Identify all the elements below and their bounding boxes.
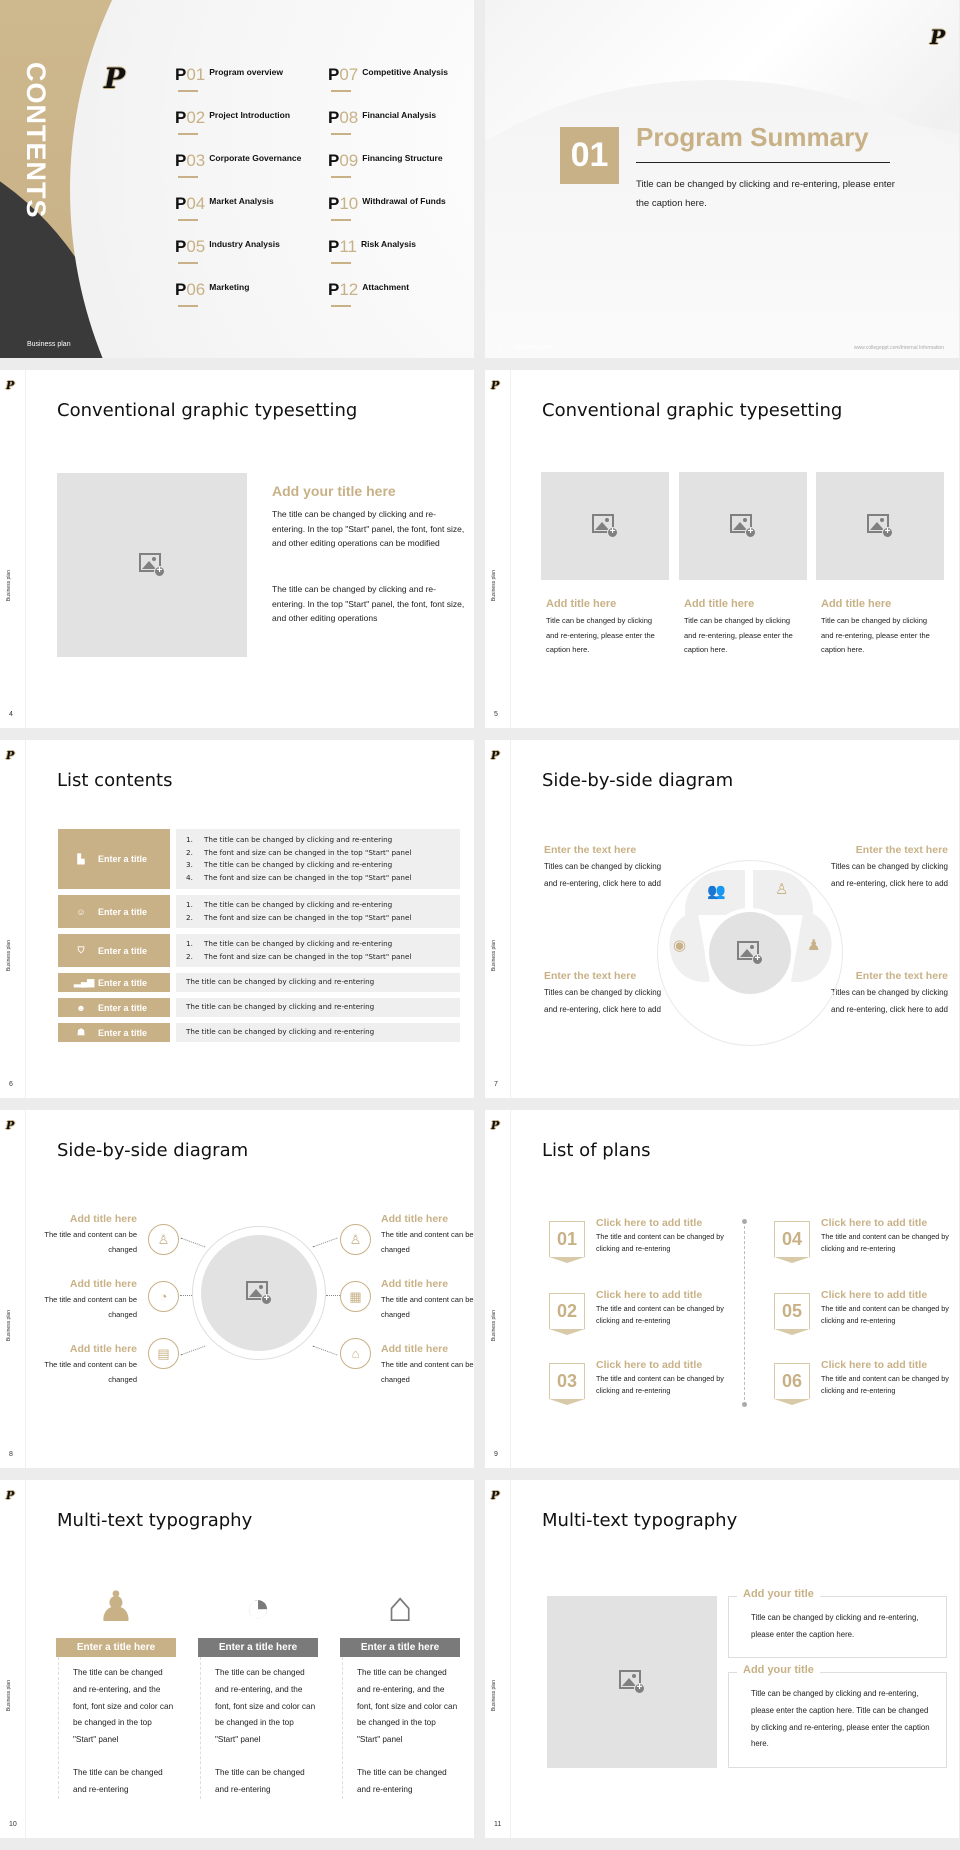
toc-underline <box>178 262 198 264</box>
add-image-icon: + <box>246 1281 272 1305</box>
plan-heading: Click here to add title <box>821 1359 928 1371</box>
text-column <box>340 1568 460 1799</box>
item-block[interactable] <box>42 1213 137 1257</box>
purdue-p-logo: P <box>6 749 15 762</box>
footer-label: Business plan <box>491 1680 497 1712</box>
text-column <box>56 1568 176 1799</box>
qr-scan-icon: ▦ <box>340 1281 371 1312</box>
box-heading: Add your title <box>737 1588 820 1600</box>
item-heading: Add title here <box>381 1343 449 1355</box>
text-block[interactable] <box>544 844 662 892</box>
toc-underline <box>331 219 351 221</box>
row-title: Enter a title <box>98 1002 148 1013</box>
block-heading: Enter the text here <box>855 844 948 856</box>
slide-multi-text-2[interactable] <box>485 1480 959 1838</box>
hand-person-icon: ☗ <box>76 1027 86 1037</box>
plan-item[interactable] <box>549 1289 726 1329</box>
column-paragraph[interactable]: The title can be changed and re-entering, and the font, font size and color can be changed in the top "Start" panel <box>73 1668 174 1745</box>
businesswoman-icon: ♙ <box>775 881 789 898</box>
page-number: 3 <box>497 345 501 351</box>
list-item: The font and size can be changed in the top "Start" panel <box>204 847 412 857</box>
team-icon: ☻ <box>76 1002 86 1013</box>
footer-label: Business plan <box>6 1680 12 1712</box>
list-row[interactable] <box>58 998 460 1017</box>
footer-label: Business plan <box>6 940 12 972</box>
toc-number: 01 <box>186 65 206 84</box>
toc-item-05[interactable] <box>175 238 280 256</box>
slide-title[interactable]: Conventional graphic typesetting <box>542 400 843 421</box>
slide-title[interactable]: Side-by-side diagram <box>542 770 734 791</box>
list-item: The font and size can be changed in the top "Start" panel <box>204 912 412 922</box>
list-row[interactable] <box>58 1023 460 1042</box>
bar-chart-icon: ▂▄▆ <box>74 977 95 987</box>
toc-item-10[interactable] <box>328 195 446 213</box>
list-item: The font and size can be changed in the top "Start" panel <box>204 951 412 961</box>
image-placeholder[interactable] <box>57 473 247 657</box>
toc-label: Competitive Analysis <box>362 67 448 77</box>
column-title-bar[interactable]: Enter a title here <box>340 1638 460 1657</box>
slide-contents[interactable] <box>0 0 474 358</box>
side-rail <box>0 370 26 728</box>
item-heading: Add title here <box>69 1213 137 1225</box>
slide-multi-text-1[interactable] <box>0 1480 474 1838</box>
section-number: 01 <box>560 127 619 184</box>
row-title: Enter a title <box>98 906 148 917</box>
white-swoosh <box>70 0 474 358</box>
plan-heading: Click here to add title <box>821 1217 928 1229</box>
toc-number: 02 <box>186 108 206 127</box>
row-text: The title can be changed by clicking and re-entering <box>186 1002 375 1012</box>
plan-number: 03 <box>549 1363 585 1399</box>
reader-icon: ♟ <box>807 937 821 954</box>
plan-number: 06 <box>774 1363 810 1399</box>
toc-underline <box>331 176 351 178</box>
pie-chart-icon: ◔ <box>245 1583 271 1630</box>
block-text: Titles can be changed by clicking and re-entering, click here to add <box>544 988 662 1014</box>
item-text: The title and content can be changed <box>44 1360 137 1384</box>
toc-p: P <box>175 151 187 170</box>
list-row[interactable] <box>58 973 460 992</box>
image-placeholder[interactable] <box>541 472 669 580</box>
divider-line <box>744 1221 745 1405</box>
connector <box>180 1295 192 1296</box>
block-heading: Enter the text here <box>544 844 637 856</box>
toc-p: P <box>175 237 187 256</box>
divider-dot <box>742 1219 747 1224</box>
item-block[interactable] <box>42 1278 137 1322</box>
plan-item[interactable] <box>774 1359 951 1399</box>
column-paragraph[interactable]: The title can be changed and re-entering, and the font, font size and color can be changed in the top "Start" panel <box>215 1668 316 1745</box>
card <box>816 472 944 658</box>
toc-label: Financial Analysis <box>362 110 437 120</box>
row-title: Enter a title <box>98 977 148 988</box>
image-placeholder[interactable] <box>201 1235 317 1351</box>
toc-number: 05 <box>186 237 206 256</box>
toc-p: P <box>328 65 340 84</box>
item-heading: Add title here <box>69 1343 137 1355</box>
toc-p: P <box>175 65 187 84</box>
purdue-p-logo: P <box>929 25 945 49</box>
toc-p: P <box>175 108 187 127</box>
contents-heading: CONTENTS <box>21 62 51 219</box>
slide-list-contents[interactable] <box>0 740 474 1098</box>
toc-number: 09 <box>339 151 359 170</box>
item-heading: Add title here <box>381 1278 449 1290</box>
plan-number: 02 <box>549 1293 585 1329</box>
block-heading: Enter the text here <box>855 970 948 982</box>
page-number: 5 <box>494 711 498 718</box>
image-placeholder[interactable] <box>679 472 807 580</box>
page-number: 11 <box>494 1821 502 1828</box>
slide-title[interactable]: Multi-text typography <box>57 1510 253 1531</box>
plan-text: The title and content can be changed by clicking and re-entering <box>596 1232 724 1253</box>
purdue-p-logo: P <box>104 62 126 95</box>
plan-item[interactable] <box>774 1217 951 1257</box>
plan-item[interactable] <box>549 1217 726 1257</box>
side-rail <box>0 1110 26 1468</box>
toc-underline <box>178 90 198 92</box>
purdue-p-logo: P <box>491 1119 500 1132</box>
page-number: 10 <box>9 1821 17 1828</box>
page-number: 9 <box>494 1451 498 1458</box>
image-placeholder[interactable] <box>816 472 944 580</box>
toc-underline <box>178 133 198 135</box>
toc-number: 11 <box>339 237 357 256</box>
list-item: The font and size can be changed in the top "Start" panel <box>204 872 412 882</box>
toc-item-06[interactable] <box>175 281 249 299</box>
plan-text: The title and content can be changed by clicking and re-entering <box>821 1304 949 1325</box>
card-text[interactable]: Title can be changed by clicking and re-entering, please enter the caption here. <box>684 616 793 654</box>
slide-side-by-side-2[interactable] <box>0 1110 474 1468</box>
user-circle-icon: ◉ <box>673 937 687 954</box>
toc-item-11[interactable] <box>328 238 416 256</box>
toc-label: Program overview <box>209 67 283 77</box>
slide-title[interactable]: List contents <box>57 770 173 791</box>
add-user-icon: ♟ <box>97 1583 135 1630</box>
toc-item-04[interactable] <box>175 195 274 213</box>
pie-chart-icon: ◔ <box>148 1281 179 1312</box>
card-text[interactable]: Title can be changed by clicking and re-entering, please enter the caption here. <box>546 616 655 654</box>
list-item: The title can be changed by clicking and re-entering <box>204 900 393 909</box>
page-number: 8 <box>9 1451 13 1458</box>
connector <box>313 1238 338 1248</box>
plan-heading: Click here to add title <box>821 1289 928 1301</box>
footer-label: Business plan <box>491 1310 497 1342</box>
column-paragraph[interactable]: The title can be changed and re-entering <box>215 1767 305 1794</box>
toc-item-03[interactable] <box>175 152 301 170</box>
toc-item-08[interactable] <box>328 109 436 127</box>
content-heading[interactable]: Add your title here <box>272 483 396 499</box>
box-heading: Add your title <box>737 1664 820 1676</box>
row-text: The title can be changed by clicking and re-entering <box>186 977 375 987</box>
toc-underline <box>178 176 198 178</box>
plan-number: 05 <box>774 1293 810 1329</box>
text-column <box>198 1568 318 1799</box>
block-text: Titles can be changed by clicking and re-entering, click here to add <box>544 862 662 888</box>
item-block[interactable] <box>381 1213 474 1257</box>
plan-text: The title and content can be changed by clicking and re-entering <box>821 1374 949 1395</box>
item-text: The title and content can be changed <box>381 1230 474 1254</box>
add-image-icon: + <box>592 514 618 538</box>
purdue-p-logo: P <box>6 379 15 392</box>
toc-p: P <box>328 194 340 213</box>
side-rail <box>485 1110 511 1468</box>
item-text: The title and content can be changed <box>44 1230 137 1254</box>
page-number: 7 <box>494 1081 498 1088</box>
store-icon: ⌂ <box>340 1338 371 1369</box>
image-placeholder[interactable] <box>547 1596 717 1768</box>
card-heading[interactable]: Add title here <box>821 598 892 610</box>
column-paragraph[interactable]: The title can be changed and re-entering, and the font, font size and color can be changed in the top "Start" panel <box>357 1668 458 1745</box>
purdue-p-logo: P <box>491 379 500 392</box>
connector <box>313 1346 338 1356</box>
page-number: 4 <box>9 711 13 718</box>
toc-label: Financing Structure <box>362 153 443 163</box>
slide-conventional-graphic-2[interactable] <box>485 370 959 728</box>
toc-underline <box>178 219 198 221</box>
page-number: 6 <box>9 1081 13 1088</box>
card-heading[interactable]: Add title here <box>684 598 755 610</box>
toc-p: P <box>328 280 340 299</box>
paragraph[interactable]: The title can be changed by clicking and re-entering. In the top "Start" panel, the font, font size, and other editing operations can be modified <box>272 509 465 548</box>
toc-item-07[interactable] <box>328 66 448 84</box>
side-rail <box>485 1480 511 1838</box>
column-paragraph[interactable]: The title can be changed and re-entering <box>357 1767 447 1794</box>
box-text: Title can be changed by clicking and re-entering, please enter the caption here. <box>751 1613 919 1639</box>
toc-p: P <box>328 237 340 256</box>
row-text: The title can be changed by clicking and re-entering <box>186 1027 375 1037</box>
toc-number: 04 <box>186 194 206 213</box>
section-title[interactable]: Program Summary <box>636 122 869 152</box>
add-image-icon: + <box>730 514 756 538</box>
column-title-bar[interactable]: Enter a title here <box>56 1638 176 1657</box>
toc-item-12[interactable] <box>328 281 409 299</box>
footer-label: Business plan <box>6 1310 12 1342</box>
divider-dot <box>742 1402 747 1407</box>
item-block[interactable] <box>381 1343 474 1387</box>
footer-label: Business plan <box>27 341 71 348</box>
card-text[interactable]: Title can be changed by clicking and re-entering, please enter the caption here. <box>821 616 930 654</box>
toc-number: 03 <box>186 151 206 170</box>
text-block[interactable] <box>544 970 662 1018</box>
users-icon: ☺ <box>76 906 86 917</box>
toc-underline <box>331 90 351 92</box>
woman-user-icon: ♙ <box>148 1224 179 1255</box>
toc-underline <box>178 305 198 307</box>
item-heading: Add title here <box>381 1213 449 1225</box>
toc-number: 07 <box>339 65 359 84</box>
item-text: The title and content can be changed <box>381 1360 474 1384</box>
list-item: The title can be changed by clicking and re-entering <box>204 835 393 844</box>
purdue-p-logo: P <box>6 1489 15 1502</box>
text-block[interactable] <box>830 970 948 1018</box>
connector <box>181 1346 206 1356</box>
connector <box>181 1238 206 1248</box>
item-heading: Add title here <box>69 1278 137 1290</box>
item-text: The title and content can be changed <box>44 1295 137 1319</box>
add-image-icon: + <box>867 514 893 538</box>
side-rail <box>0 1480 26 1838</box>
plan-text: The title and content can be changed by clicking and re-entering <box>596 1374 724 1395</box>
list-row[interactable]: ▙ Enter a title 1. The title can be changed by clicking and re-entering 2. The font and size can be changed in the top "Start" panel 3. The title can be changed by clicking and re-entering 4. The font and size can be changed in the top "Start" panel <box>58 829 460 889</box>
plan-heading: Click here to add title <box>596 1217 703 1229</box>
team-icon: 👥 <box>707 883 726 900</box>
paragraph[interactable]: The title can be changed by clicking and re-entering. In the top "Start" panel, the font, font size, and other editing operations <box>272 584 465 623</box>
slide-list-of-plans[interactable] <box>485 1110 959 1468</box>
row-title: Enter a title <box>98 854 148 864</box>
document-icon: ▤ <box>148 1338 179 1369</box>
plan-text: The title and content can be changed by clicking and re-entering <box>596 1304 724 1325</box>
slide-title[interactable]: Multi-text typography <box>542 1510 738 1531</box>
card <box>541 472 669 658</box>
toc-p: P <box>328 108 340 127</box>
footer-label: Business plan <box>515 345 553 351</box>
footer-label: Business plan <box>491 570 497 602</box>
item-block[interactable] <box>381 1278 474 1322</box>
toc-underline <box>331 262 351 264</box>
slide-section-01[interactable] <box>485 0 959 358</box>
slide-title[interactable]: Conventional graphic typesetting <box>57 400 358 421</box>
toc-label: Industry Analysis <box>209 239 280 249</box>
divider <box>636 162 890 163</box>
text-block[interactable] <box>830 844 948 892</box>
toc-item-01[interactable] <box>175 66 283 84</box>
slide-title[interactable]: Side-by-side diagram <box>57 1140 249 1161</box>
purdue-p-logo: P <box>491 749 500 762</box>
side-rail <box>485 740 511 1098</box>
item-text: The title and content can be changed <box>381 1295 474 1319</box>
presentation-icon: ▙ <box>77 853 85 864</box>
plan-heading: Click here to add title <box>596 1359 703 1371</box>
list-row[interactable]: ⛉ Enter a title 1. The title can be changed by clicking and re-entering 2. The font and size can be changed in the top "Start" panel <box>58 934 460 967</box>
toc-underline <box>331 133 351 135</box>
slide-side-by-side-1[interactable] <box>485 740 959 1098</box>
toc-label: Attachment <box>362 282 410 292</box>
add-image-icon: + <box>737 941 763 965</box>
man-user-icon: ♙ <box>340 1224 371 1255</box>
section-caption[interactable]: Title can be changed by clicking and re-entering, please enter the caption here. <box>636 179 895 209</box>
footer-label: Business plan <box>6 570 12 602</box>
image-placeholder[interactable] <box>705 908 795 998</box>
toc-p: P <box>328 151 340 170</box>
plan-heading: Click here to add title <box>596 1289 703 1301</box>
block-heading: Enter the text here <box>544 970 637 982</box>
slide-conventional-graphic-1[interactable] <box>0 370 474 728</box>
plan-item[interactable] <box>774 1289 951 1329</box>
list-item: The title can be changed by clicking and re-entering <box>204 860 393 869</box>
toc-label: Withdrawal of Funds <box>362 196 446 206</box>
box-text: Title can be changed by clicking and re-entering, please enter the caption here. Title can be changed by clicking and re-entering, please enter the caption here. <box>751 1689 930 1749</box>
add-image-icon: + <box>619 1670 645 1694</box>
store-icon: ⌂ <box>387 1583 413 1630</box>
plan-number: 01 <box>549 1221 585 1257</box>
list-item: The title can be changed by clicking and re-entering <box>204 939 393 948</box>
toc-label: Corporate Governance <box>209 153 302 163</box>
badge-icon: ⛉ <box>77 945 85 955</box>
connector <box>326 1295 340 1296</box>
list-row[interactable]: ☺ Enter a title 1. The title can be changed by clicking and re-entering 2. The font and size can be changed in the top "Start" panel <box>58 895 460 928</box>
side-rail <box>485 370 511 728</box>
toc-number: 12 <box>339 280 359 299</box>
row-title: Enter a title <box>98 1027 148 1038</box>
footer-url: www.collegeppt.com/Internal Information <box>853 345 944 351</box>
plan-number: 04 <box>774 1221 810 1257</box>
plan-item[interactable] <box>549 1359 726 1399</box>
toc-label: Marketing <box>209 282 250 292</box>
block-text: Titles can be changed by clicking and re-entering, click here to add <box>830 988 948 1014</box>
toc-label: Market Analysis <box>209 196 274 206</box>
purdue-p-logo: P <box>6 1119 15 1132</box>
item-block[interactable] <box>42 1343 137 1387</box>
footer-label: Business plan <box>491 940 497 972</box>
toc-p: P <box>175 194 187 213</box>
toc-label: Risk Analysis <box>361 239 416 249</box>
toc-underline <box>331 305 351 307</box>
column-title-bar[interactable]: Enter a title here <box>198 1638 318 1657</box>
toc-number: 08 <box>339 108 359 127</box>
plan-text: The title and content can be changed by clicking and re-entering <box>821 1232 949 1253</box>
card-heading[interactable]: Add title here <box>546 598 617 610</box>
text-box[interactable] <box>728 1588 947 1658</box>
text-box[interactable] <box>728 1664 947 1768</box>
column-paragraph[interactable]: The title can be changed and re-entering <box>73 1767 163 1794</box>
row-title: Enter a title <box>98 945 148 956</box>
slide-title[interactable]: List of plans <box>542 1140 651 1161</box>
toc-item-02[interactable] <box>175 109 290 127</box>
purdue-p-logo: P <box>491 1489 500 1502</box>
toc-number: 10 <box>339 194 359 213</box>
toc-label: Project Introduction <box>209 110 291 120</box>
toc-number: 06 <box>186 280 206 299</box>
toc-p: P <box>175 280 187 299</box>
card <box>679 472 807 658</box>
block-text: Titles can be changed by clicking and re-entering, click here to add <box>830 862 948 888</box>
toc-item-09[interactable] <box>328 152 443 170</box>
side-rail <box>0 740 26 1098</box>
add-image-icon: + <box>139 553 165 577</box>
